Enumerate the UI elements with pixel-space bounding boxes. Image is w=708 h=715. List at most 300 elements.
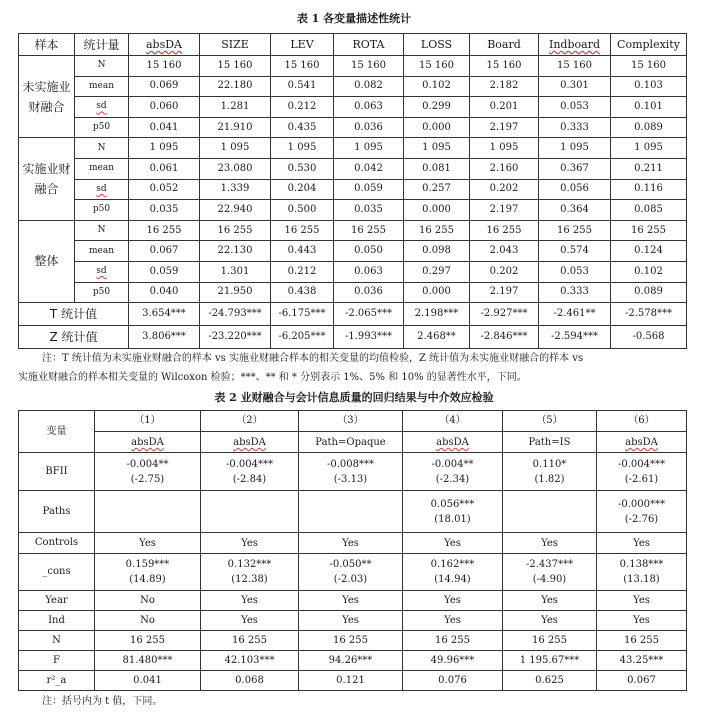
table1-cell: 0.035 <box>334 200 404 221</box>
coefficient: 16 255 <box>333 635 368 646</box>
table1-cell: 0.056 <box>539 179 611 200</box>
stat-name: N <box>75 56 129 77</box>
column-number: （4） <box>439 415 466 426</box>
coefficient: 16 255 <box>532 635 567 646</box>
group-label-line2: 财融合 <box>28 99 65 114</box>
table1-cell: 21.910 <box>200 117 271 138</box>
coefficient: 16 255 <box>435 635 470 646</box>
coefficient: No <box>140 615 155 626</box>
table1-cell: -24.793*** <box>200 303 271 326</box>
table1-cell: 23.080 <box>200 158 271 179</box>
table1-cell: 2.043 <box>470 241 539 262</box>
table2-cell <box>403 671 503 691</box>
header-var <box>404 34 470 56</box>
row-label: F <box>19 651 95 671</box>
table2-cell <box>95 533 201 554</box>
stat-name <box>75 179 129 200</box>
table1-data-row <box>19 282 687 303</box>
table2-cell <box>201 591 299 611</box>
table1-cell: 15 160 <box>129 56 200 77</box>
table2-cell <box>597 453 687 491</box>
table1-cell: 0.500 <box>271 200 334 221</box>
group-label <box>19 56 75 138</box>
table1-cell: -23.220*** <box>200 326 271 349</box>
table1-cell: 2.197 <box>470 117 539 138</box>
header-var-label: LEV <box>290 38 314 51</box>
table2-row <box>19 491 687 533</box>
coefficient: 0.138*** <box>619 559 664 570</box>
table1-cell: 1 095 <box>200 138 271 159</box>
coefficient: -0.000*** <box>617 498 665 510</box>
table1-cell: 0.061 <box>129 158 200 179</box>
header-stat: 统计量 <box>75 34 129 56</box>
table1-cell: 0.367 <box>539 158 611 179</box>
group-label <box>19 138 75 220</box>
column-header <box>503 411 597 453</box>
table2-cell <box>201 651 299 671</box>
table2-cell <box>403 533 503 554</box>
group-label-line1: 整体 <box>34 254 59 269</box>
table1-cell: 0.201 <box>470 97 539 118</box>
t-value: (14.94) <box>434 574 471 585</box>
table1-cell: 16 255 <box>470 220 539 241</box>
table1-data-row <box>19 261 687 282</box>
table1-cell: 22.130 <box>200 241 271 262</box>
table1-cell: 0.124 <box>611 241 687 262</box>
table1-cell: 16 255 <box>539 220 611 241</box>
table2-cell <box>597 671 687 691</box>
coefficient: -2.437*** <box>525 559 573 570</box>
column-header <box>299 411 403 453</box>
table1-cell: -6.175*** <box>271 303 334 326</box>
table1-data-row <box>19 56 687 77</box>
table2-cell <box>299 453 403 491</box>
stat-name: p50 <box>75 282 129 303</box>
t-value: (18.01) <box>434 513 471 525</box>
table2-cell <box>503 651 597 671</box>
table1-cell: 0.438 <box>271 282 334 303</box>
header-var <box>334 34 404 56</box>
table2-row <box>19 533 687 554</box>
table2-cell <box>503 533 597 554</box>
header-var-label: LOSS <box>420 38 453 51</box>
table2-cell <box>597 554 687 591</box>
table2-cell <box>503 611 597 631</box>
coefficient: -0.004*** <box>225 458 273 470</box>
table2-cell <box>299 671 403 691</box>
table2-header-row <box>19 411 687 453</box>
header-var-label: Board <box>487 38 521 51</box>
descriptive-stats-table <box>18 33 687 349</box>
header-var-label: Complexity <box>617 38 680 51</box>
table2-cell <box>403 491 503 533</box>
column-dep-var: Path=Opaque <box>299 431 402 450</box>
table1-cell: 15 160 <box>200 56 271 77</box>
table1-cell: 1 095 <box>404 138 470 159</box>
coefficient: Yes <box>139 537 156 549</box>
table1-data-row <box>19 76 687 97</box>
table1-cell: -6.205*** <box>271 326 334 349</box>
coefficient: Yes <box>444 615 461 626</box>
table2-cell <box>597 611 687 631</box>
coefficient: Yes <box>633 595 650 606</box>
table1-cell: 0.035 <box>129 200 200 221</box>
table1-cell: 0.089 <box>611 117 687 138</box>
coefficient: Yes <box>241 595 258 606</box>
table1-cell: 2.198*** <box>404 303 470 326</box>
table2-cell <box>503 631 597 651</box>
table1-cell: 0.212 <box>271 261 334 282</box>
column-number: （1） <box>134 415 161 426</box>
table2-cell <box>597 491 687 533</box>
table1-cell: -2.065*** <box>334 303 404 326</box>
column-dep-var <box>597 431 686 450</box>
coefficient: 0.121 <box>336 675 365 686</box>
table2-cell <box>95 554 201 591</box>
header-var-label: Indboard <box>549 38 600 51</box>
table1-data-row <box>19 220 687 241</box>
table1-data-row <box>19 200 687 221</box>
stat-name: N <box>75 138 129 159</box>
table2-cell <box>299 554 403 591</box>
table1-cell: 2.197 <box>470 282 539 303</box>
table2-cell <box>503 554 597 591</box>
table1-cell: 0.202 <box>470 261 539 282</box>
table1-data-row <box>19 138 687 159</box>
table1-cell: -2.461** <box>539 303 611 326</box>
table1-caption: 表 1 各变量描述性统计 <box>296 12 412 25</box>
table1-cell: 0.085 <box>611 200 687 221</box>
coefficient: 94.26*** <box>328 655 373 666</box>
table1-cell: 0.059 <box>334 179 404 200</box>
coefficient: 0.068 <box>235 675 264 686</box>
table2-cell <box>95 591 201 611</box>
stat-name: p50 <box>75 117 129 138</box>
group-label <box>19 220 75 302</box>
column-number: （2） <box>236 415 263 426</box>
group-label-line1: 实施业财 <box>22 162 71 177</box>
column-dep-var-label: absDA <box>131 437 164 448</box>
t-value: (-3.13) <box>333 473 368 485</box>
table2-row <box>19 671 687 691</box>
table1-cell: 1 095 <box>470 138 539 159</box>
coefficient: 16 255 <box>130 635 165 646</box>
table2-cell <box>299 631 403 651</box>
table1-cell: 0.000 <box>404 282 470 303</box>
table1-cell: 0.530 <box>271 158 334 179</box>
coefficient: Yes <box>633 615 650 626</box>
coefficient: Yes <box>342 615 359 626</box>
column-dep-var <box>403 431 502 450</box>
coefficient: 0.159*** <box>125 559 170 570</box>
table1-cell: 0.053 <box>539 261 611 282</box>
t-value: (-2.03) <box>333 574 368 585</box>
coefficient: Yes <box>541 537 558 549</box>
table2-cell <box>95 453 201 491</box>
table2-row <box>19 554 687 591</box>
table1-cell: 1 095 <box>271 138 334 159</box>
table1-cell: -2.594*** <box>539 326 611 349</box>
table1-cell: 0.116 <box>611 179 687 200</box>
table1-cell: 15 160 <box>539 56 611 77</box>
table1-cell: 2.197 <box>470 200 539 221</box>
table1-cell: 16 255 <box>271 220 334 241</box>
table1-cell: 0.036 <box>334 282 404 303</box>
table1-cell: 0.050 <box>334 241 404 262</box>
table1-cell: 2.182 <box>470 76 539 97</box>
t-value: (13.18) <box>623 574 660 585</box>
coefficient: 1 195.67*** <box>519 655 580 666</box>
column-header <box>403 411 503 453</box>
table1-cell: -1.993*** <box>334 326 404 349</box>
table2-cell <box>597 651 687 671</box>
t-value: (-2.61) <box>624 473 659 485</box>
table1-cell: 0.040 <box>129 282 200 303</box>
table2-cell <box>95 651 201 671</box>
table1-cell: 0.102 <box>611 261 687 282</box>
table1-t-row-label: T 统计值 <box>19 303 129 326</box>
row-label: BFII <box>19 453 95 491</box>
table1-cell: 16 255 <box>404 220 470 241</box>
column-header <box>201 411 299 453</box>
table1-cell: 0.000 <box>404 117 470 138</box>
t-value: (-2.34) <box>435 473 470 485</box>
table1-header-row <box>19 34 687 56</box>
table2-cell <box>403 631 503 651</box>
stat-name: mean <box>75 158 129 179</box>
table1-cell: 0.202 <box>470 179 539 200</box>
table1-cell: 16 255 <box>611 220 687 241</box>
table1-cell: 15 160 <box>334 56 404 77</box>
table1-cell: 0.063 <box>334 97 404 118</box>
header-var-label: SIZE <box>221 38 249 51</box>
table1-cell: -2.927*** <box>470 303 539 326</box>
table2-row <box>19 651 687 671</box>
table1-cell: 1.301 <box>200 261 271 282</box>
table1-t-row <box>19 303 687 326</box>
table1-cell: 0.103 <box>611 76 687 97</box>
coefficient: 0.162*** <box>430 559 475 570</box>
table1-cell: 16 255 <box>129 220 200 241</box>
table2-row <box>19 591 687 611</box>
table1-data-row <box>19 241 687 262</box>
table1-cell: 0.000 <box>404 200 470 221</box>
table2-cell <box>201 611 299 631</box>
column-dep-var-label: absDA <box>625 437 658 448</box>
table2-cell <box>95 631 201 651</box>
table1-cell: 1 095 <box>129 138 200 159</box>
table1-cell: 1.281 <box>200 97 271 118</box>
coefficient: -0.004*** <box>617 458 665 470</box>
table1-note-line1: 注：T 统计值为未实施业财融合的样本 vs 实施业财融合样本的相关变量的均值检验，Z 统计值为未实施业财融合的样本 vs <box>42 353 584 364</box>
coefficient: Yes <box>241 537 258 549</box>
table2-cell <box>201 631 299 651</box>
table1-cell: 21.950 <box>200 282 271 303</box>
table1-cell: 2.160 <box>470 158 539 179</box>
table2-cell <box>403 554 503 591</box>
stat-name: N <box>75 220 129 241</box>
regression-table <box>18 410 687 691</box>
table1-cell: 0.212 <box>271 97 334 118</box>
table2-cell <box>403 591 503 611</box>
table1-cell: 0.101 <box>611 97 687 118</box>
table1-cell: 0.042 <box>334 158 404 179</box>
header-var-label: ROTA <box>352 38 385 51</box>
table1-cell: 0.211 <box>611 158 687 179</box>
t-value: (-4.90) <box>532 574 567 585</box>
coefficient: 0.056*** <box>430 498 475 510</box>
coefficient: Yes <box>444 595 461 606</box>
table1-note-line2: 实施业财融合的样本相关变量的 Wilcoxon 检验；***、** 和 * 分别表示 1%、5% 和 10% 的显著性水平，下同。 <box>18 372 527 383</box>
column-header <box>95 411 201 453</box>
coefficient: 43.25*** <box>619 655 664 666</box>
table1-cell: 0.089 <box>611 282 687 303</box>
table1-cell: 15 160 <box>404 56 470 77</box>
table2-cell <box>503 491 597 533</box>
table1-cell: -0.568 <box>611 326 687 349</box>
table1-cell: 0.299 <box>404 97 470 118</box>
table1-note <box>18 349 698 387</box>
stat-name: mean <box>75 76 129 97</box>
column-dep-var: Path=IS <box>503 431 596 450</box>
coefficient: -0.004** <box>431 458 474 470</box>
table1-z-row-label: Z 统计值 <box>19 326 129 349</box>
table1-cell: -2.846*** <box>470 326 539 349</box>
table2-cell <box>299 491 403 533</box>
stat-name-label: sd <box>96 266 107 277</box>
coefficient: 49.96*** <box>430 655 475 666</box>
table1-cell: 15 160 <box>611 56 687 77</box>
table2-cell <box>299 591 403 611</box>
table1-cell: 2.468** <box>404 326 470 349</box>
table1-cell: 0.063 <box>334 261 404 282</box>
header-var <box>611 34 687 56</box>
table1-cell: 0.067 <box>129 241 200 262</box>
table1-cell: 0.098 <box>404 241 470 262</box>
table1-cell: 0.297 <box>404 261 470 282</box>
table1-cell: 0.052 <box>129 179 200 200</box>
table2-cell <box>403 611 503 631</box>
table1-cell: 16 255 <box>200 220 271 241</box>
header-var <box>271 34 334 56</box>
t-value: (-2.84) <box>232 473 267 485</box>
table1-cell: 0.082 <box>334 76 404 97</box>
table2-cell <box>201 533 299 554</box>
table1-cell: 0.574 <box>539 241 611 262</box>
stat-name: p50 <box>75 200 129 221</box>
group-label-line2: 融合 <box>34 182 59 197</box>
header-var-label: absDA <box>145 38 182 51</box>
table2-cell <box>95 611 201 631</box>
column-number: （5） <box>536 415 563 426</box>
header-var <box>470 34 539 56</box>
table2-row <box>19 631 687 651</box>
table2-cell <box>403 453 503 491</box>
row-label: r²_a <box>19 671 95 691</box>
coefficient: 0.067 <box>627 675 656 686</box>
coefficient: 81.480*** <box>122 655 173 666</box>
coefficient: -0.008*** <box>326 458 374 470</box>
t-value: (12.38) <box>231 574 268 585</box>
row-label: Paths <box>19 491 95 533</box>
table2-cell <box>201 554 299 591</box>
header-variable: 变量 <box>19 411 95 453</box>
table1-cell: -2.578*** <box>611 303 687 326</box>
coefficient: Yes <box>342 537 359 549</box>
t-value: (1.82) <box>534 473 565 485</box>
column-number: （3） <box>337 415 364 426</box>
coefficient: Yes <box>541 615 558 626</box>
header-var <box>129 34 200 56</box>
table1-data-row <box>19 117 687 138</box>
t-value: (14.89) <box>129 574 166 585</box>
row-label: Controls <box>19 533 95 554</box>
table1-cell: 0.059 <box>129 261 200 282</box>
coefficient: 0.110* <box>532 458 567 470</box>
table1-cell: 1 095 <box>611 138 687 159</box>
stat-name <box>75 97 129 118</box>
coefficient: Yes <box>541 595 558 606</box>
t-value: (-2.75) <box>130 473 165 485</box>
table2-caption: 表 2 业财融合与会计信息质量的回归结果与中介效应检验 <box>214 391 494 404</box>
table1-cell: 1.339 <box>200 179 271 200</box>
column-header <box>597 411 687 453</box>
stat-name-label: sd <box>96 101 107 112</box>
group-label-line1: 未实施业 <box>22 79 71 94</box>
table1-data-row <box>19 97 687 118</box>
row-label: N <box>19 631 95 651</box>
table2-cell <box>299 611 403 631</box>
table2-cell <box>95 671 201 691</box>
stat-name-label: sd <box>96 183 107 194</box>
table1-cell: 0.443 <box>271 241 334 262</box>
stat-name: mean <box>75 241 129 262</box>
coefficient: 0.076 <box>438 675 467 686</box>
row-label: Year <box>19 591 95 611</box>
table1-cell: 22.940 <box>200 200 271 221</box>
coefficient: 42.103*** <box>224 655 275 666</box>
coefficient: -0.004** <box>126 458 169 470</box>
coefficient: 0.625 <box>535 675 564 686</box>
table1-cell: 1 095 <box>539 138 611 159</box>
row-label: Ind <box>19 611 95 631</box>
table2-note: 注：括号内为 t 值，下同。 <box>42 696 163 707</box>
column-dep-var <box>201 431 298 450</box>
table2-row <box>19 611 687 631</box>
column-number: （6） <box>628 415 655 426</box>
table1-cell: 0.435 <box>271 117 334 138</box>
table1-cell: 0.053 <box>539 97 611 118</box>
table1-cell: 3.806*** <box>129 326 200 349</box>
table1-z-row <box>19 326 687 349</box>
table1-data-row <box>19 179 687 200</box>
table1-cell: 0.060 <box>129 97 200 118</box>
stat-name <box>75 261 129 282</box>
table1-cell: 0.541 <box>271 76 334 97</box>
table1-cell: 0.102 <box>404 76 470 97</box>
coefficient: 0.132*** <box>227 559 272 570</box>
column-dep-var-label: absDA <box>436 437 469 448</box>
coefficient: Yes <box>342 595 359 606</box>
table1-cell: 0.333 <box>539 117 611 138</box>
table2-cell <box>597 631 687 651</box>
table1-cell: 0.069 <box>129 76 200 97</box>
row-label: _cons <box>19 554 95 591</box>
coefficient: No <box>140 595 155 606</box>
table1-cell: 0.364 <box>539 200 611 221</box>
table1-cell: 15 160 <box>470 56 539 77</box>
table2-cell <box>299 533 403 554</box>
